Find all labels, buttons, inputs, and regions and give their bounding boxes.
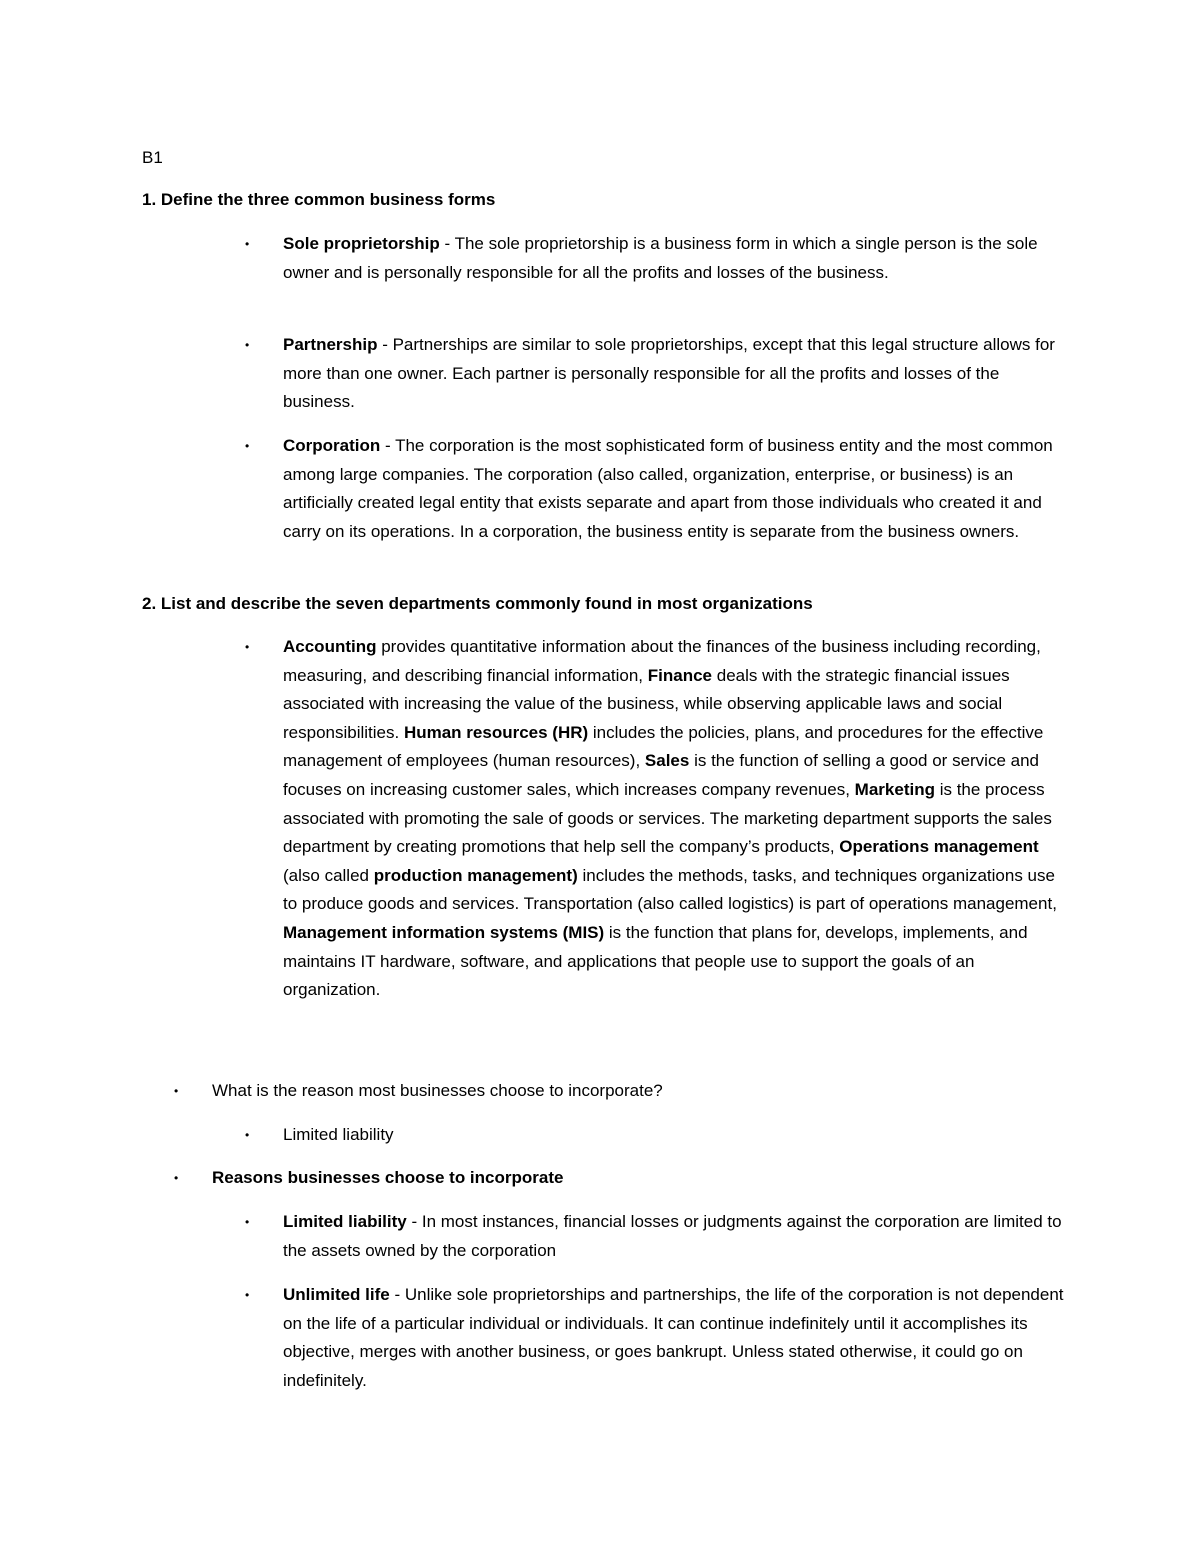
description-text: deals with the strategic financial issues associated with increasing the value of the business, while observing applicable laws and social responsibilities. (283, 665, 1010, 742)
description-text: provides quantitative information about the finances of the business including recording, measuring, and describing financial information, (283, 637, 1041, 685)
term-operations-management: Operations management (839, 837, 1039, 857)
bullet-icon: • (245, 1288, 250, 1302)
term-sole-proprietorship: Sole proprietorship (283, 234, 440, 253)
term-corporation: Corporation (283, 436, 381, 455)
bullet-icon: • (245, 1128, 250, 1142)
description-text: includes the methods, tasks, and techniques organizations use to produce goods and services. Transportation (also called logistics) is part of operations management, (283, 865, 1057, 914)
bullet-icon: • (245, 338, 250, 352)
section-2-heading: 2. List and describe the seven departments commonly found in most organizations (142, 594, 813, 613)
term-human-resources: Human resources (HR) (403, 722, 589, 742)
term-finance: Finance (647, 665, 713, 685)
question-text: What is the reason most businesses choose to incorporate? (212, 1081, 663, 1100)
list-item-departments (245, 633, 1073, 1005)
list-item-unlimited-life (245, 1281, 1073, 1395)
term-partnership: Partnership (283, 335, 378, 354)
reason-text: - In most instances, financial losses or judgments against the corporation are limited to the assets owned by the corporation (283, 1212, 1062, 1260)
list-item-sole-proprietorship (245, 230, 1073, 287)
bullet-icon: • (174, 1084, 179, 1098)
description-text: is the function that plans for, develops, implements, and maintains IT hardware, software, and applications that people use to support the goals of an organization. (283, 922, 1028, 1000)
term-unlimited-life: Unlimited life (283, 1285, 390, 1304)
reasons-heading-item (174, 1164, 1072, 1193)
list-item-limited-liability (245, 1208, 1073, 1265)
term-production-management: production management) (373, 865, 578, 885)
description-text: includes the policies, plans, and procedures for the effective management of employees (human resources), (283, 722, 1044, 771)
term-sales: Sales (644, 751, 690, 771)
term-marketing: Marketing (854, 779, 935, 799)
document-code: B1 (142, 148, 163, 167)
answer-text: Limited liability (283, 1125, 394, 1144)
reasons-heading: Reasons businesses choose to incorporate (212, 1168, 564, 1187)
bullet-icon: • (245, 237, 250, 251)
answer-item (245, 1121, 1073, 1150)
term-limited-liability: Limited liability (283, 1212, 407, 1231)
description-text: (also called (283, 865, 374, 885)
list-item-partnership (245, 331, 1073, 417)
section-1-heading: 1. Define the three common business forms (142, 190, 496, 209)
reason-text: - Unlike sole proprietorships and partnerships, the life of the corporation is not dependent on the life of a particular individual or individuals. It can continue indefinitely until it accomplishes its objective, merges with another business, or goes bankrupt. Unless stated otherwise, it could go on indefinitely. (283, 1285, 1064, 1390)
bullet-icon: • (174, 1171, 179, 1185)
question-item (174, 1077, 1072, 1106)
definition-text: - Partnerships are similar to sole proprietorships, except that this legal structure allows for more than one owner. Each partner is personally responsible for all the profits and losses of the business. (283, 335, 1055, 412)
list-item-corporation (245, 432, 1073, 546)
bullet-icon: • (245, 439, 250, 453)
definition-text: - The corporation is the most sophisticated form of business entity and the most common among large companies. The corporation (also called, organization, enterprise, or business) is an artificially created legal entity that exists separate and apart from those individuals who created it and carry on its operations. In a corporation, the business entity is separate from the business owners. (283, 436, 1053, 541)
definition-text: - The sole proprietorship is a business form in which a single person is the sole owner and is personally responsible for all the profits and losses of the business. (283, 234, 1038, 282)
bullet-icon: • (245, 640, 250, 654)
bullet-icon: • (245, 1215, 250, 1229)
description-text: is the process associated with promoting the sale of goods or services. The marketing department supports the sales department by creating promotions that help sell the company’s products, (283, 779, 1052, 857)
description-text: is the function of selling a good or service and focuses on increasing customer sales, which increases company revenues, (283, 751, 1039, 799)
term-mis: Management information systems (MIS) (283, 922, 605, 942)
term-accounting: Accounting (283, 637, 377, 656)
